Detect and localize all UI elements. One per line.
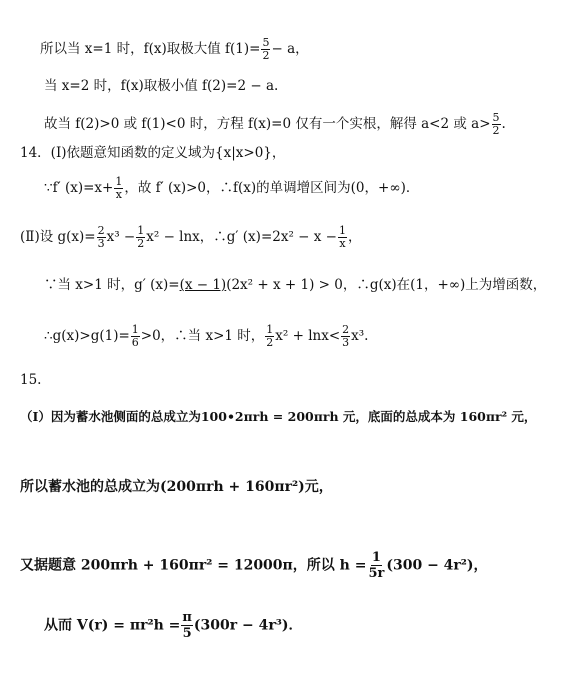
denominator: 2 — [266, 336, 274, 349]
text-segment: 当 x=2 时，f(x)取极小值 f(2)=2 − a. — [44, 78, 279, 94]
fraction — [114, 176, 123, 201]
line-conclusion — [44, 112, 506, 137]
text-segment: x³ − — [106, 229, 136, 245]
numerator: 5 — [262, 36, 270, 49]
line-problem-14 — [20, 144, 285, 162]
text-segment: 所以蓄水池的总成立为(200πrh + 160πr²)元， — [20, 479, 333, 495]
text-segment: 所以当 x=1 时，f(x)取极大值 f(1)= — [40, 41, 261, 57]
denominator: 3 — [97, 237, 105, 250]
numerator: 2 — [97, 224, 105, 237]
line-problem-15 — [20, 371, 41, 389]
numerator: 1 — [131, 323, 139, 336]
denominator: x — [339, 237, 346, 250]
fraction — [338, 225, 347, 250]
text-segment: − a， — [271, 41, 309, 57]
text-segment: (300r − 4r³)． — [193, 617, 303, 634]
text-segment: ，故 f′ (x)>0，∴f(x)的单调增区间为(0，+∞)． — [124, 180, 420, 196]
fraction — [131, 324, 140, 349]
text-segment: 14．(Ⅰ)依题意知函数的定义域为{x|x>0}， — [20, 145, 286, 161]
denominator: 2 — [262, 49, 270, 62]
fraction — [265, 324, 274, 349]
denominator: 2 — [137, 237, 145, 250]
text-segment: 故当 f(2)>0 或 f(1)<0 时，方程 f(x)=0 仅有一个实根，解得 a<2 或 a> — [44, 116, 491, 132]
text-segment: (2x² + x + 1) > 0，∴g(x)在(1，+∞)上为增函数， — [226, 277, 547, 293]
numerator: 1 — [115, 175, 123, 188]
line-total-cost — [20, 478, 333, 496]
numerator: 1 — [371, 550, 381, 565]
fraction — [136, 225, 145, 250]
line-g-increasing — [44, 276, 546, 294]
numerator: 2 — [342, 323, 350, 336]
text-segment: ∴g(x)>g(1)= — [44, 328, 130, 344]
line-min-value — [44, 77, 278, 95]
numerator: π — [182, 610, 192, 625]
fraction — [261, 37, 270, 62]
fraction — [181, 610, 193, 641]
text-segment: x² + lnx< — [275, 328, 341, 344]
denominator: 2 — [492, 124, 500, 137]
fraction — [341, 324, 350, 349]
text-segment: . — [501, 116, 506, 132]
denominator: 3 — [342, 336, 350, 349]
denominator: 6 — [131, 336, 139, 349]
text-segment: ， — [347, 229, 362, 245]
text-segment: 从而 V(r) = πr²h = — [44, 617, 181, 634]
denominator: 5 — [182, 626, 192, 641]
text-segment: (300 − 4r²)， — [386, 557, 488, 574]
text-segment: ∵f′ (x)=x+ — [44, 180, 114, 196]
line-derivative — [44, 176, 419, 201]
text-segment: x² − lnx，∴g′ (x)=2x² − x − — [146, 229, 337, 245]
numerator: 1 — [266, 323, 274, 336]
line-solve-h — [20, 550, 488, 581]
numerator: 1 — [137, 224, 145, 237]
text-segment: 又据题意 200πrh + 160πr² = 12000π，所以 h = — [20, 557, 367, 574]
denominator: x — [115, 188, 122, 201]
text-segment: >0，∴当 x>1 时， — [140, 328, 265, 344]
fraction — [367, 550, 385, 581]
denominator: 5r — [368, 566, 385, 581]
text-segment: (Ⅱ)设 g(x)= — [20, 229, 96, 245]
line-volume — [44, 610, 302, 641]
line-inequality — [44, 324, 368, 349]
underlined-factor: (x − 1) — [179, 277, 227, 293]
fraction — [97, 225, 106, 250]
numerator: 5 — [492, 111, 500, 124]
line-define-g — [20, 225, 361, 250]
numerator: 1 — [338, 224, 346, 237]
text-segment: ∵当 x>1 时，g′ (x)= — [44, 277, 180, 293]
line-cost — [20, 408, 536, 426]
text-segment: （Ⅰ）因为蓄水池侧面的总成立为100•2πrh = 200πrh 元，底面的总成本为 160πr² 元， — [20, 409, 537, 424]
line-max-value — [40, 37, 309, 62]
text-segment: 15. — [20, 372, 42, 388]
text-segment: x³. — [351, 328, 369, 344]
fraction — [492, 112, 501, 137]
